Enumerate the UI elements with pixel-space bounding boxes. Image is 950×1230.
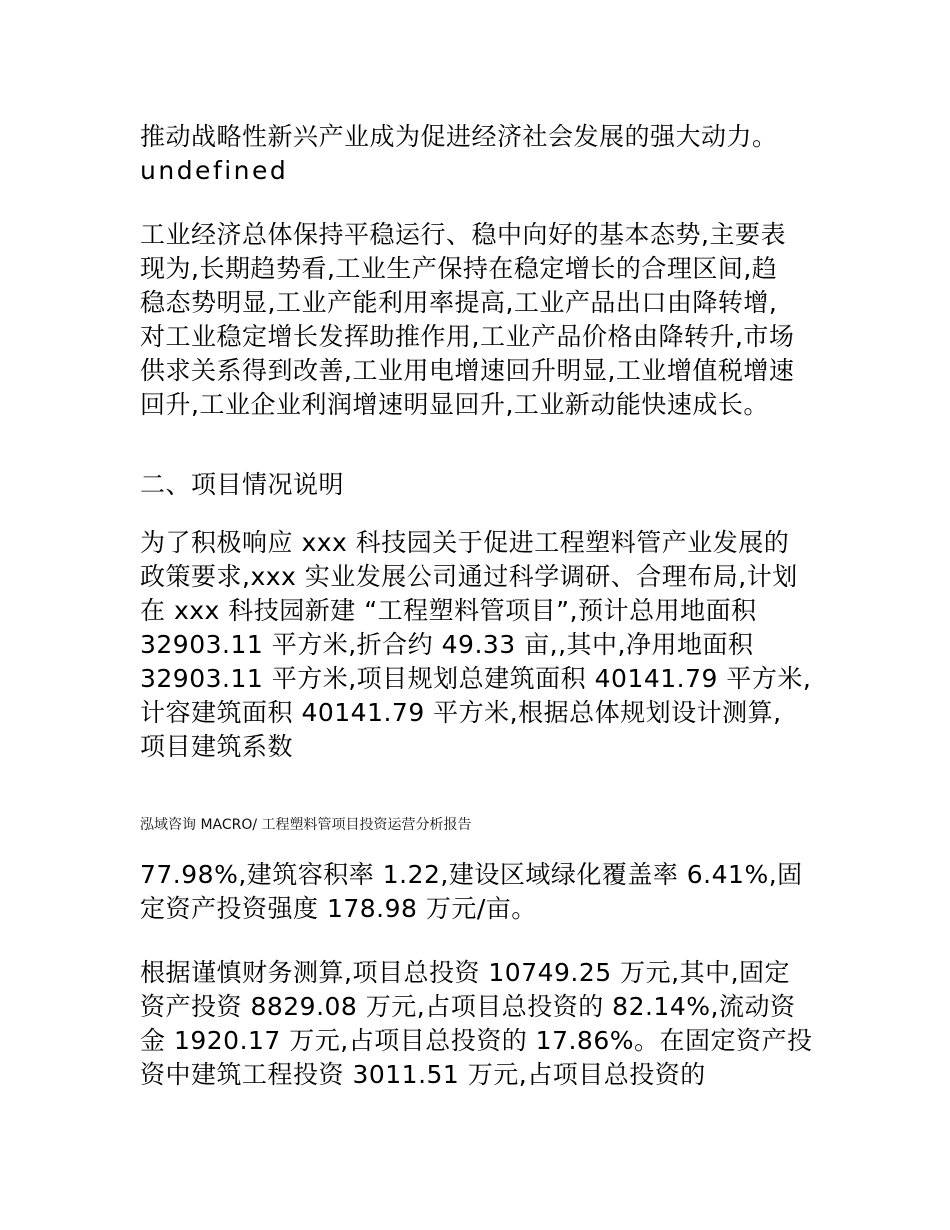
paragraph-line: 为了积极响应 xxx 科技园关于促进工程塑料管产业发展的	[140, 528, 790, 557]
paragraph-line: 计容建筑面积 40141.79 平方米,根据总体规划设计测算,	[140, 698, 782, 727]
paragraph-line: 工业经济总体保持平稳运行、稳中向好的基本态势,主要表	[140, 220, 786, 249]
industry-overview-paragraph	[140, 218, 830, 422]
investment-paragraph	[140, 956, 830, 1092]
ratio-paragraph	[140, 858, 830, 926]
paragraph-line: 定资产投资强度 178.98 万元/亩。	[140, 894, 537, 923]
paragraph-line: 推动战略性新兴产业成为促进经济社会发展的强大动力。	[140, 122, 778, 151]
project-description-paragraph	[140, 526, 830, 764]
paragraph-line: 金 1920.17 万元,占项目总投资的 17.86%。在固定资产投	[140, 1026, 813, 1055]
paragraph-line: 在 xxx 科技园新建 “工程塑料管项目”,预计总用地面积	[140, 596, 757, 625]
paragraph-line: 政策要求,xxx 实业发展公司通过科学调研、合理布局,计划	[140, 562, 798, 591]
intro-paragraph	[140, 120, 830, 188]
paragraph-line: 回升,工业企业利润增速明显回升,工业新动能快速成长。	[140, 390, 769, 419]
paragraph-line: 77.98%,建筑容积率 1.22,建设区域绿化覆盖率 6.41%,固	[140, 860, 803, 889]
paragraph-line: 资中建筑工程投资 3011.51 万元,占项目总投资的	[140, 1060, 706, 1089]
paragraph-line: 对工业稳定增长发挥助推作用,工业产品价格由降转升,市场	[140, 322, 795, 351]
paragraph-line: 稳态势明显,工业产能利用率提高,工业产品出口由降转增,	[140, 288, 778, 317]
undefined-text: undefined	[140, 156, 289, 185]
paragraph-line: 现为,长期趋势看,工业生产保持在稳定增长的合理区间,趋	[140, 254, 778, 283]
paragraph-line: 根据谨慎财务测算,项目总投资 10749.25 万元,其中,固定	[140, 958, 791, 987]
page-footer: 泓域咨询 MACRO/ 工程塑料管项目投资运营分析报告	[140, 817, 472, 833]
paragraph-line: 资产投资 8829.08 万元,占项目总投资的 82.14%,流动资	[140, 992, 796, 1021]
paragraph-line: 32903.11 平方米,项目规划总建筑面积 40141.79 平方米,	[140, 664, 812, 693]
section-heading: 二、项目情况说明	[140, 470, 345, 499]
paragraph-line: 供求关系得到改善,工业用电增速回升明显,工业增值税增速	[140, 356, 795, 385]
paragraph-line: 项目建筑系数	[140, 732, 294, 761]
paragraph-line: 32903.11 平方米,折合约 49.33 亩,,其中,净用地面积	[140, 630, 754, 659]
